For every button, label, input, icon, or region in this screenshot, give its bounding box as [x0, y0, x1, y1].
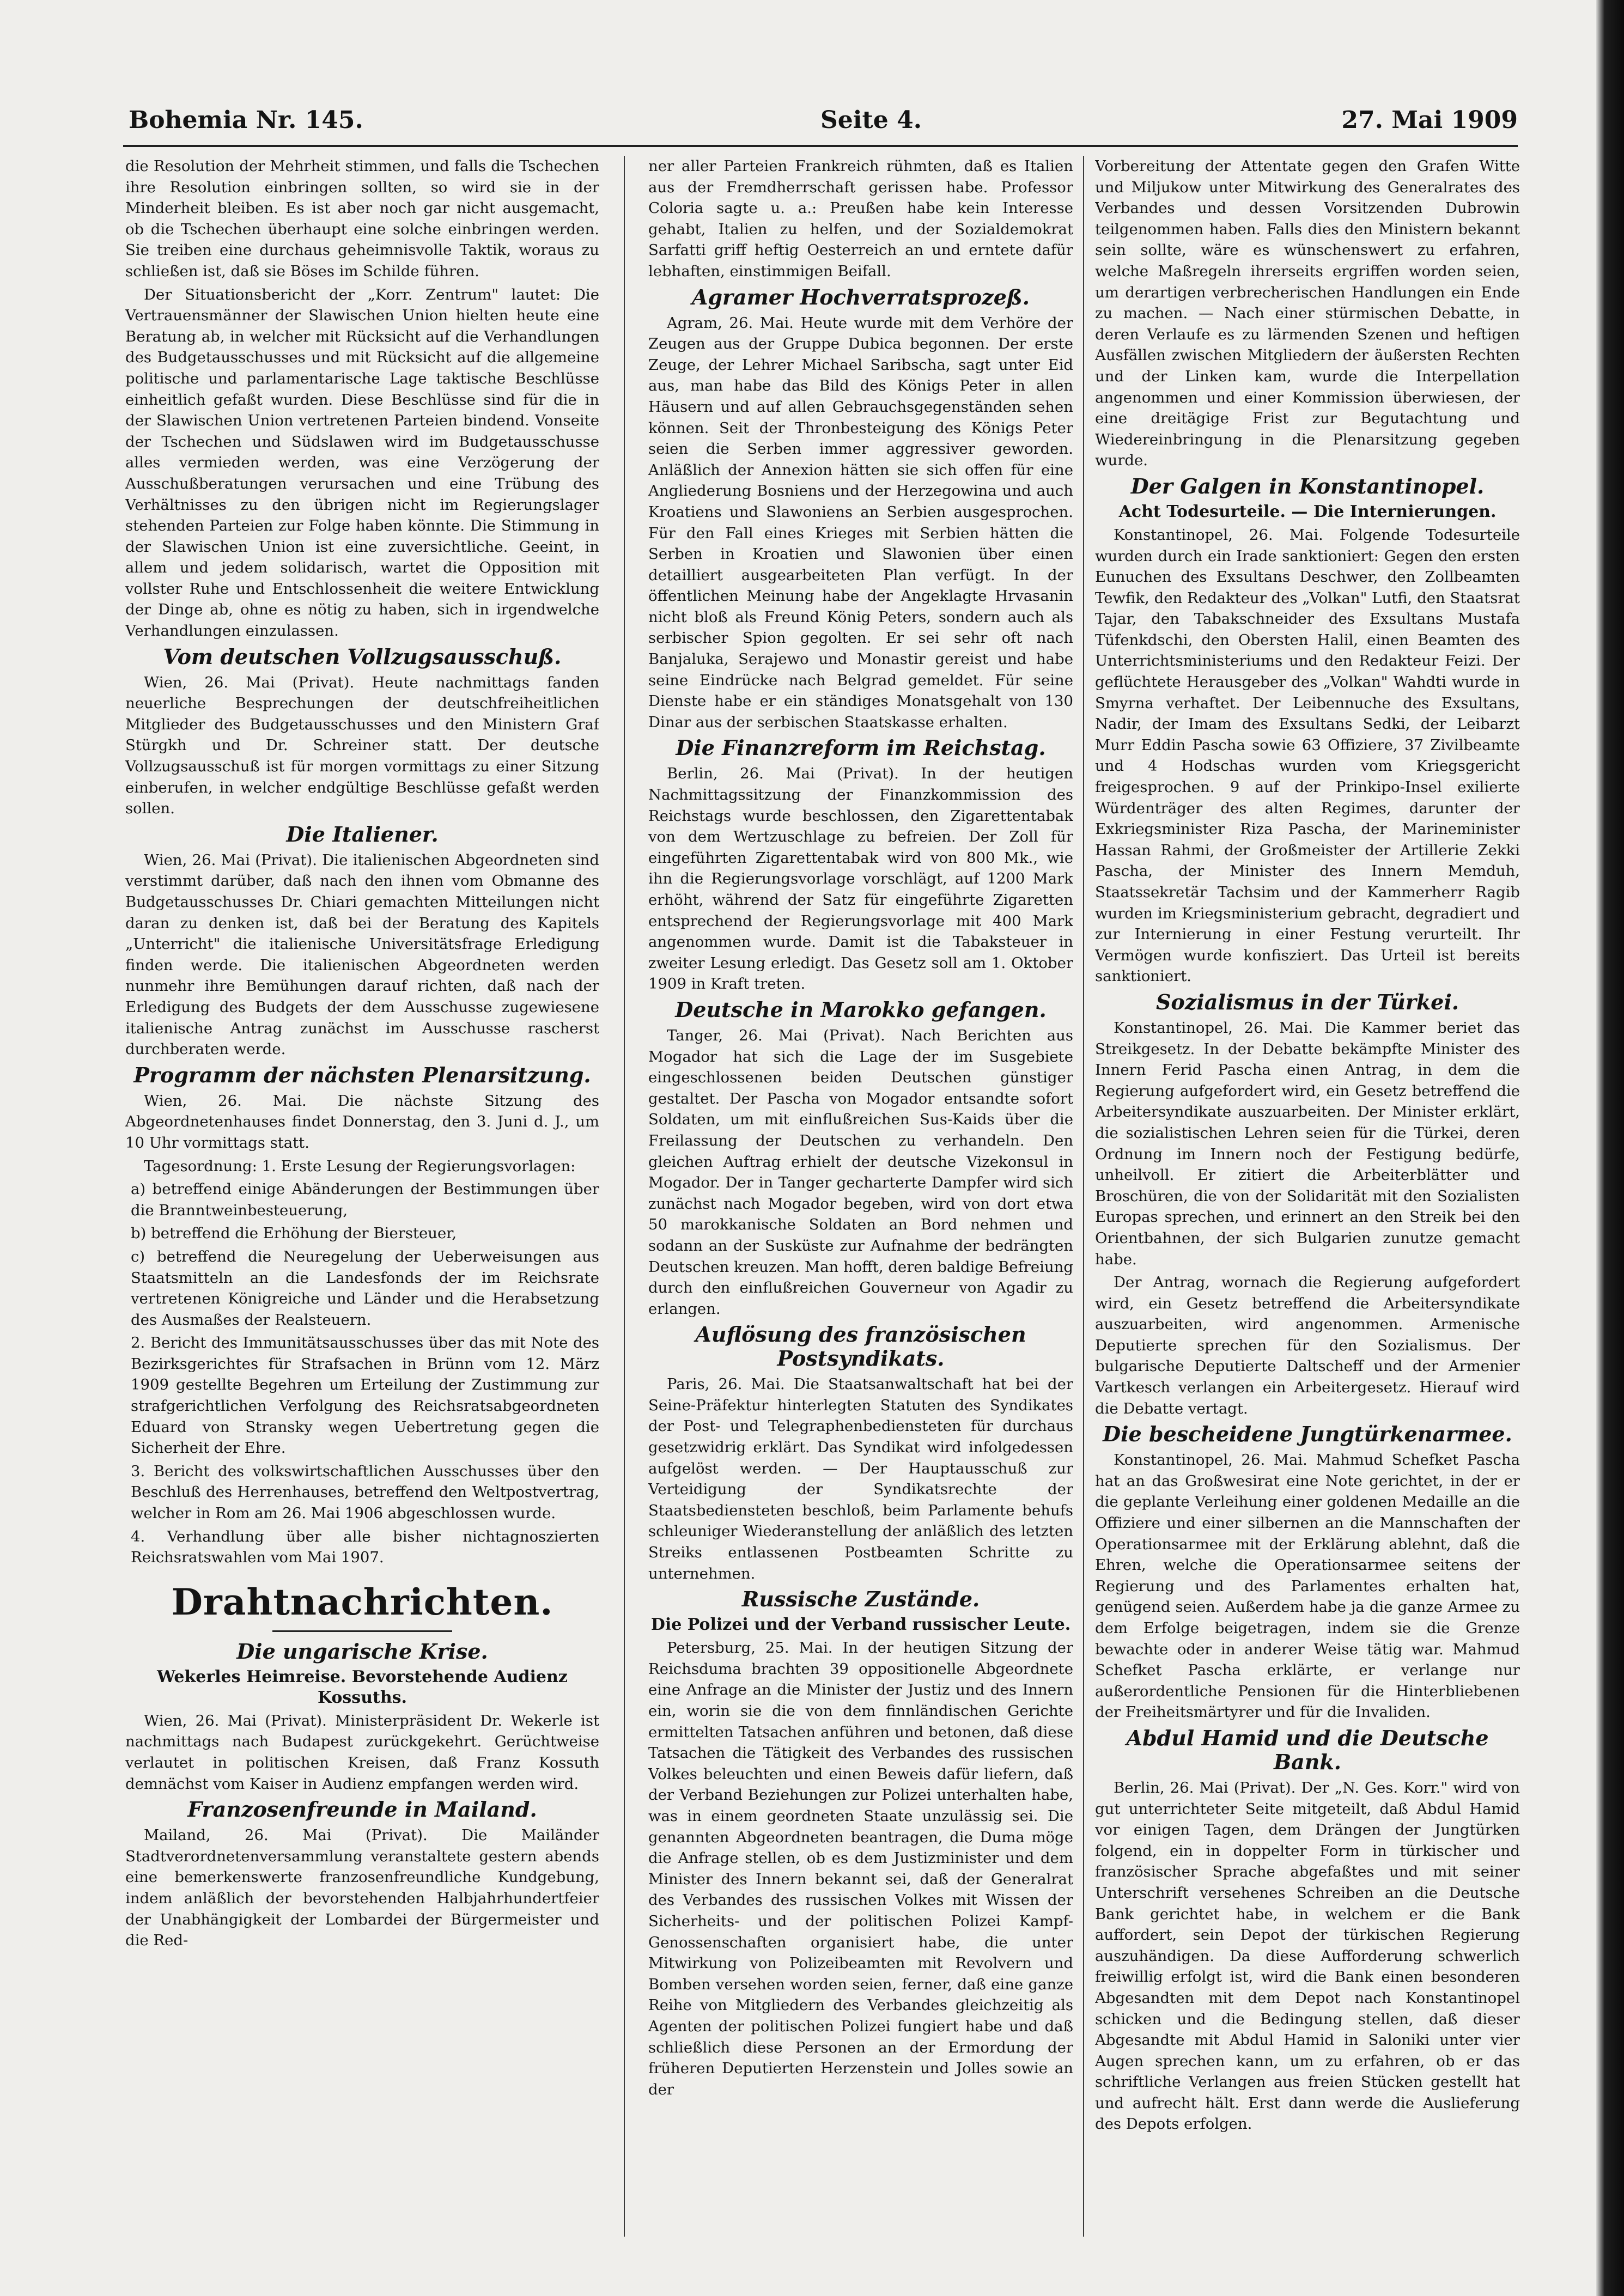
paragraph: Berlin, 26. Mai (Privat). In der heutigen Nachmittagssitzung der Finanzkommission des Reichstags wurde beschlossen, den Zigarettentabak von dem Wertzuschlage zu befreien. Der Zoll für eingeführten Zigarettentabak wird von 800 Mk., wie ihn die Regierungsvorlage vorschlägt, auf 1200 Mark erhöht, während der Satz für eingeführte Zigaretten entsprechend der Regierungsvorlage mit 400 Mark angenommen wurde. Damit ist die Tabaksteuer in zweiter Lesung erledigt. Das Gesetz soll am 1. Oktober 1909 in Kraft treten.	[648, 765, 1073, 993]
article-heading: Vom deutschen Vollzugsausschuß.	[163, 644, 562, 669]
agenda-item: b) betreffend die Erhöhung der Biersteuer,	[131, 1225, 457, 1243]
agenda-item: a) betreffend einige Abänderungen der Bestimmungen über die Branntweinbesteuerung,	[131, 1180, 599, 1219]
column-2	[648, 156, 1073, 2237]
scan-edge	[1596, 0, 1624, 2296]
article-subheading: Die Polizei und der Verband russischer Leute.	[650, 1615, 1071, 1635]
article-heading: Sozialismus in der Türkei.	[1155, 989, 1459, 1014]
column-divider	[624, 156, 625, 2237]
paragraph: ner aller Parteien Frankreich rühmten, daß es Italien aus der Fremdherrschaft gerissen habe. Professor Coloria sagte u. a.: Preußen habe kein Interesse gehabt, Italien zu helfen, und der Sozialdemokrat Sarfatti griff heftig Oesterreich an und erntete dafür lebhaften, einstimmigen Beifall.	[648, 157, 1073, 280]
paragraph: Wien, 26. Mai (Privat). Heute nachmittags fanden neuerliche Besprechungen der deutschfreiheitlichen Mitglieder des Budgetausschusses und den Ministern Graf Stürgkh und Dr. Schreiner statt. Der deutsche Vollzugsausschuß ist für morgen vormittags zu einer Sitzung einberufen, in welcher endgültige Beschlüsse gefaßt werden sollen.	[125, 673, 599, 818]
paragraph: Der Situationsbericht der „Korr. Zentrum" lautet: Die Vertrauensmänner der Slawischen Union hielten heute eine Beratung ab, in welcher mit Rücksicht auf die Verhandlungen des Budgetausschusses und mit Rücksicht auf die allgemeine politische und parlamentarische Lage taktische Beschlüsse einheitlich gefaßt wurden. Diese Beschlüsse sind für die in der Slawischen Union vertretenen Parteien bindend. Vonseite der Tschechen und Südslawen wird im Budgetausschusse alles vermieden werden, was eine Verzögerung der Ausschußberatungen verursachen und eine Trübung des Verhältnisses zu den übrigen nicht im Regierungslager stehenden Parteien zur Folge haben könnte. Die Stimmung in der Slawischen Union ist eine zuversichtliche. Geeint, in allem und jedem solidarisch, wartet die Opposition mit vollster Ruhe und Entschlossenheit die weitere Entwicklung der Dinge ab, ohne es nötig zu haben, sich in irgendwelche Verhandlungen einzulassen.	[125, 285, 599, 640]
column-1	[125, 156, 599, 2237]
article-heading: Die bescheidene Jungtürkenarmee.	[1103, 1422, 1512, 1447]
agenda-item: 2. Bericht des Immunitätsausschusses über das mit Note des Bezirksgerichtes für Strafsachen in Brünn vom 12. März 1909 gestellte Begehren um Erteilung der Zustimmung zur strafgerichtlichen Verfolgung des Reichsratsabgeordneten Eduard von Stransky wegen Uebertretung gegen die Sicherheit der Ehre.	[131, 1334, 599, 1457]
paragraph: Wien, 26. Mai (Privat). Die italienischen Abgeordneten sind verstimmt darüber, daß nach den ihnen vom Obmanne des Budgetausschusses Dr. Chiari gemachten Mitteilungen nicht daran zu denken ist, daß bei der Beratung des Kapitels „Unterricht" die italienische Universitätsfrage Erledigung finden werde. Die italienischen Abgeordneten werden nunmehr ihre Bemühungen darauf richten, daß nach der Erledigung des Budgets der dem Ausschusse zugewiesene italienische Antrag zunächst im Ausschusse rascherst durchberaten werde.	[125, 851, 599, 1058]
page-header	[129, 106, 1518, 139]
section-heading: Drahtnachrichten.	[171, 1580, 554, 1623]
header-rule	[123, 145, 1518, 147]
article-heading: Agramer Hochverratsprozeß.	[691, 284, 1030, 309]
paragraph: Berlin, 26. Mai (Privat). Der „N. Ges. Korr." wird von gut unterrichteter Seite mitgeteilt, daß Abdul Hamid vor einigen Tagen, dem Drängen der Jungtürken folgend, ein in doppelter Form in türkischer und französischer Sprache abgefaßtes und mit seiner Unterschrift versehenes Schreiben an die Deutsche Bank gerichtet habe, in welchem er die Bank auffordert, sein Depot der türkischen Regierung auszuhändigen. Da diese Aufforderung schwerlich freiwillig erfolgt ist, wird die Bank einen besonderen Abgesandten mit dem Depot nach Konstantinopel schicken und die Bedingung stellen, daß dieser Abgesandte mit Abdul Hamid in Saloniki unter vier Augen sprechen kann, um zu erfahren, ob er das schriftliche Verlangen aus freien Stücken gestellt hat und aufrecht hält. Erst dann werde die Auslieferung des Depots erfolgen.	[1095, 1779, 1520, 2133]
article-heading: Die Finanzreform im Reichstag.	[676, 735, 1046, 760]
column-divider	[1083, 156, 1084, 2237]
paragraph: Konstantinopel, 26. Mai. Die Kammer beriet das Streikgesetz. In der Debatte bekämpfte Minister des Innern Ferid Pascha einen Antrag, in dem die Regierung aufgefordert wird, ein Gesetz betreffend die Arbeitersyndikate auszuarbeiten. Der Minister erklärt, die sozialistischen Lehren seien für die Türkei, deren Ordnung im Innern noch der Festigung bedürfe, unheilvoll. Er zitiert die Arbeiterblätter und Broschüren, die von der Solidarität mit den Sozialisten Europas sprechen, und erinnert an den Streik bei den Orientbahnen, der sich Bulgarien zunutze gemacht habe.	[1095, 1019, 1520, 1268]
article-heading: Auflösung des französischen Postsyndikats.	[695, 1322, 1026, 1371]
column-3	[1095, 156, 1520, 2237]
paragraph: Mailand, 26. Mai (Privat). Die Mailänder Stadtverordnetenversammlung veranstaltete gestern abends eine bemerkenswerte franzosenfreundliche Kundgebung, indem anläßlich der bevorstehenden Halbjahrhundertfeier der Unabhängigkeit der Lombardei der Bürgermeister und die Red-	[125, 1826, 599, 1950]
article-heading: Russische Zustände.	[741, 1587, 980, 1612]
article-heading: Abdul Hamid und die Deutsche Bank.	[1126, 1725, 1489, 1774]
paragraph: Tanger, 26. Mai (Privat). Nach Berichten aus Mogador hat sich die Lage der im Susgebiete eingeschlossenen beiden Deutschen günstiger gestaltet. Der Pascha von Mogador entsandte sofort Soldaten, um mit einflußreichen Sus-Kaids über die Freilassung der Deutschen zu verhandeln. Den gleichen Auftrag erhielt der deutsche Vizekonsul in Mogador. Der in Tanger gecharterte Dampfer wird sich zunächst nach Mogador begeben, wird von dort etwa 50 marokkanische Soldaten an Bord nehmen und sodann an der Susküste zur Aufnahme der bedrängten Deutschen kreuzen. Man hofft, deren baldige Befreiung durch den einflußreichen Gouverneur von Agadir zu erlangen.	[648, 1026, 1073, 1318]
article-heading: Programm der nächsten Plenarsitzung.	[133, 1062, 591, 1087]
paragraph: Paris, 26. Mai. Die Staatsanwaltschaft hat bei der Seine-Präfektur hinterlegten Statuten des Syndikates der Post- und Telegraphenbediensteten für durchaus gesetzwidrig erklärt. Das Syndikat wird infolgedessen aufgelöst werden. — Der Hauptausschuß zur Verteidigung der Syndikatsrechte der Staatsbediensteten beschloß, beim Parlamente behufs schleuniger Wiederanstellung der anläßlich des letzten Streiks entlassenen Postbeamten Schritte zu unternehmen.	[648, 1375, 1073, 1582]
paragraph: Der Antrag, wornach die Regierung aufgefordert wird, ein Gesetz betreffend die Arbeitersyndikate auszuarbeiten, wird angenommen. Armenische Deputierte sprechen für den Sozialismus. Der bulgarische Deputierte Daltscheff und der Armenier Vartkesch verlangen ein Arbeitergesetz. Hierauf wird die Debatte vertagt.	[1095, 1274, 1520, 1417]
article-heading: Die ungarische Krise.	[236, 1639, 488, 1664]
issue-label: Bohemia Nr. 145.	[129, 106, 363, 134]
agenda-item: 4. Verhandlung über alle bisher nichtagnoszierten Reichsratswahlen vom Mai 1907.	[131, 1527, 599, 1567]
agenda-item: c) betreffend die Neuregelung der Ueberweisungen aus Staatsmitteln an die Landesfonds der im Reichsrate vertretenen Königreiche und Länder und die Herabsetzung des Ausmaßes der Realsteuern.	[131, 1247, 599, 1329]
article-heading: Der Galgen in Konstantinopel.	[1130, 473, 1485, 498]
article-heading: Deutsche in Marokko gefangen.	[675, 997, 1047, 1022]
article-heading: Franzosenfreunde in Mailand.	[187, 1797, 537, 1822]
issue-date: 27. Mai 1909	[1341, 106, 1518, 134]
agenda-item: 3. Bericht des volkswirtschaftlichen Ausschusses über den Beschluß des Herrenhauses, betreffend den Weltpostvertrag, welcher in Rom am 26. Mai 1906 abgeschlossen wurde.	[131, 1462, 599, 1522]
paragraph: Tagesordnung: 1. Erste Lesung der Regierungsvorlagen:	[144, 1157, 576, 1175]
page-number: Seite 4.	[820, 106, 922, 134]
paragraph: Wien, 26. Mai. Die nächste Sitzung des Abgeordnetenhauses findet Donnerstag, den 3. Juni d. J., um 10 Uhr vormittags statt.	[125, 1092, 599, 1152]
paragraph: die Resolution der Mehrheit stimmen, und falls die Tschechen ihre Resolution einbringen sollten, so wird sie in der Minderheit bleiben. Es ist aber noch gar nicht ausgemacht, ob die Tschechen überhaupt eine solche einbringen werden. Sie treiben eine durchaus geheimnisvolle Taktik, woraus zu schließen ist, daß sie Böses im Schilde führen.	[125, 157, 599, 280]
paragraph: Petersburg, 25. Mai. In der heutigen Sitzung der Reichsduma brachten 39 oppositionelle Abgeordnete eine Anfrage an die Minister der Justiz und des Innern ein, worin sie die von dem finnländischen Gerichte ermittelten Tatsachen anführen und betonen, daß diese Tatsachen die Tätigkeit des Verbandes des russischen Volkes beleuchten und einen Beweis dafür liefern, daß der Verband Beziehungen zur Polizei unterhalten habe, was in einem geordneten Staate unzulässig sei. Die genannten Abgeordneten beantragen, die Duma möge die Anfrage stellen, ob es dem Justizminister und dem Minister des Innern bekannt sei, daß der Generalrat des Verbandes des russischen Volkes mit Wissen der Sicherheits- und der politischen Polizei Kampf-Genossenschaften organisiert habe, die unter Mitwirkung von Polizeibeamten mit Revolvern und Bomben versehen worden seien, ferner, daß eine ganze Reihe von Mitgliedern des Verbandes gleichzeitig als Agenten der politischen Polizei fungiert habe und daß schließlich diese Personen an der Ermordung der früheren Deputierten Herzenstein und Jolles sowie an der	[648, 1639, 1073, 2098]
article-subheading: Acht Todesurteile. — Die Internierungen.	[1118, 502, 1497, 521]
paragraph: Konstantinopel, 26. Mai. Mahmud Schefket Pascha hat an das Großwesirat eine Note gerichtet, in der er die geplante Verleihung einer goldenen Medaille an die Offiziere und einer silbernen an die Mannschaften der Operationsarmee mit der Erklärung ablehnt, daß die Ehren, welche die Operationsarmee seitens der Regierung und des Parlamentes erhalten hat, genügend seien. Außerdem habe ja die ganze Armee zu dem Erfolge beigetragen, indem sie die Grenze bewachte oder in anderer Weise tätig war. Mahmud Schefket Pascha erklärte, er verlange nur außerordentliche Pensionen für die Hinterbliebenen der Freiheitsmärtyrer und für die Invaliden.	[1095, 1451, 1520, 1721]
paragraph: Vorbereitung der Attentate gegen den Grafen Witte und Miljukow unter Mitwirkung des Generalrates des Verbandes und dessen Vorsitzenden Dubrowin teilgenommen haben. Falls dies den Ministern bekannt sein sollte, wäre es wünschenswert zu erfahren, welche Maßregeln ihrerseits ergriffen worden seien, um derartigen verbrecherischen Handlungen ein Ende zu machen. — Nach einer stürmischen Debatte, in deren Verlaufe es zu lärmenden Szenen und heftigen Ausfällen zwischen Mitgliedern der äußersten Rechten und der Linken kam, wurde die Interpellation angenommen und einer Kommission überwiesen, der eine dreitägige Frist zur Begutachtung und Wiedereinbringung in die Plenarsitzung gegeben wurde.	[1095, 157, 1520, 470]
paragraph: Konstantinopel, 26. Mai. Folgende Todesurteile wurden durch ein Irade sanktioniert: Gegen den ersten Eunuchen des Exsultans Deschwer, den Zollbeamten Tewfik, den Redakteur des „Volkan" Lutfi, den Staatsrat Tajar, den Tabakschneider des Exsultans Mustafa Tüfenkdschi, den Obersten Halil, einen Beamten des Unterrichtsministeriums und den Redakteur Feizi. Der geflüchtete Herausgeber des „Volkan" Wahdti wurde in Smyrna verhaftet. Der Leibennuche des Exsultans, Nadir, der Imam des Exsultans Sedki, der Leibarzt Murr Eddin Pascha sowie 63 Offiziere, 37 Zivilbeamte und 4 Hodschas wurden vom Kriegsgericht freigesprochen. 9 auf der Prinkipo-Insel exilierte Würdenträger des alten Regimes, darunter der Exkriegsminister Riza Pascha, der Marineminister Hassan Rahmi, der Großmeister der Artillerie Zekki Pascha, der Minister des Innern Memduh, Staatssekretär Tachsim und der Kammerherr Ragib wurden im Kriegsministerium gebracht, degradiert und zur Internierung in einer Festung verurteilt. Ihr Vermögen wurde konfisziert. Das Urteil ist bereits sanktioniert.	[1095, 526, 1520, 985]
paragraph: Wien, 26. Mai (Privat). Ministerpräsident Dr. Wekerle ist nachmittags nach Budapest zurückgekehrt. Gerüchtweise verlautet in politischen Kreisen, daß Franz Kossuth demnächst vom Kaiser in Audienz empfangen werden wird.	[125, 1712, 599, 1793]
section-rule	[272, 1630, 452, 1632]
paragraph: Agram, 26. Mai. Heute wurde mit dem Verhöre der Zeugen aus der Gruppe Dubica begonnen. Der erste Zeuge, der Lehrer Michael Saribscha, sagt unter Eid aus, man habe das Bild des Königs Peter in allen Häusern und auf allen Gebrauchsgegenständen sehen können. Seit der Thronbesteigung des Königs Peter seien die Serben immer aggressiver geworden. Anläßlich der Annexion hätten sie sich offen für eine Angliederung Bosniens und der Herzegowina und auch Kroatiens und Slawoniens an Serbien ausgesprochen. Für den Fall eines Krieges mit Serbien hätten die Serben in Kroatien und Slawonien über einen detailliert ausgearbeiteten Plan verfügt. In der öffentlichen Meinung habe der Angeklagte Hrvasanin nicht bloß als Freund König Peters, sondern auch als serbischer Spion gegolten. Er sei sehr oft nach Banjaluka, Serajewo und Monastir gereist und habe seine Eindrücke nach Belgrad gemeldet. Für seine Dienste habe er ein ständiges Monatsgehalt von 130 Dinar aus der serbischen Staatskasse erhalten.	[648, 314, 1073, 731]
article-heading: Die Italiener.	[286, 821, 439, 846]
article-subheading: Wekerles Heimreise. Bevorstehende Audienz Kossuths.	[157, 1667, 568, 1707]
